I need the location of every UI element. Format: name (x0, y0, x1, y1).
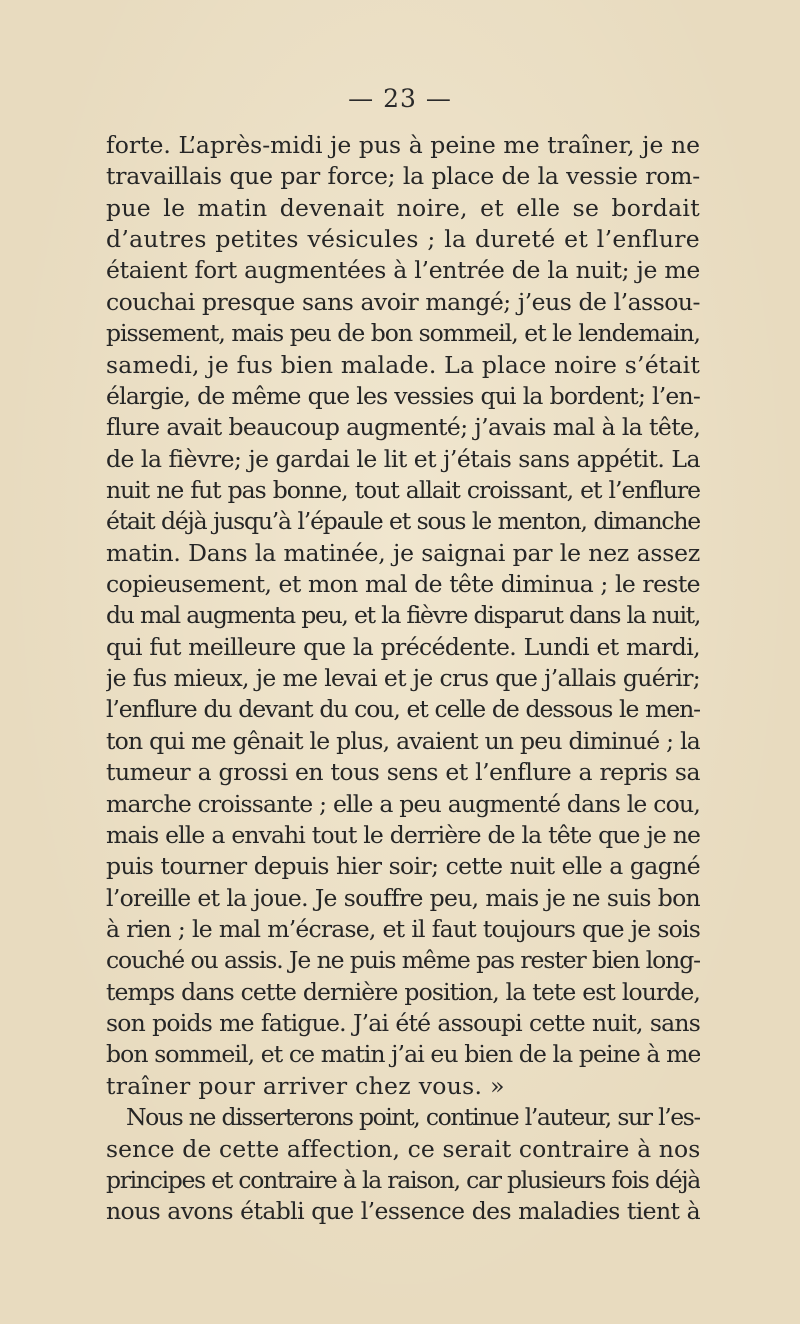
text-line: matin. Dans la matinée, je saignai par le nez assez (106, 538, 700, 567)
text-line: marche croissante ; elle a peu augmenté dans le cou, (106, 789, 700, 818)
text-line: étaient fort augmentées à l’entrée de la nuit; je me (106, 256, 700, 285)
text-line: puis tourner depuis hier soir; cette nuit elle a gagné (106, 852, 700, 881)
text-line: de la fièvre; je gardai le lit et j’étais sans appétit. La (106, 444, 700, 473)
text-line: l’enflure du devant du cou, et celle de dessous le men- (106, 695, 700, 724)
body-text (106, 130, 700, 1228)
text-line: à rien ; le mal m’écrase, et il faut toujours que je sois (106, 914, 700, 943)
text-line: traîner pour arriver chez vous. » (106, 1071, 505, 1100)
text-line: son poids me fatigue. J’ai été assoupi cette nuit, sans (106, 1009, 700, 1038)
text-line: samedi, je fus bien malade. La place noire s’était (106, 350, 700, 379)
text-line: couchai presque sans avoir mangé; j’eus de l’assou- (106, 287, 700, 316)
text-line: copieusement, et mon mal de tête diminua ; le reste (106, 570, 700, 599)
text-line: flure avait beaucoup augmenté; j’avais mal à la tête, (106, 413, 700, 442)
text-line: d’autres petites vésicules ; la dureté et l’enflure (106, 225, 700, 254)
text-line: sence de cette affection, ce serait contraire à nos (106, 1134, 700, 1163)
text-line: forte. L’après-midi je pus à peine me traîner, je ne (106, 131, 700, 159)
text-line: mais elle a envahi tout le derrière de la tête que je ne (106, 820, 700, 849)
text-line: bon sommeil, et ce matin j’ai eu bien de la peine à me (106, 1040, 700, 1069)
text-line: du mal augmenta peu, et la fièvre disparut dans la nuit, (106, 601, 700, 630)
text-line: nous avons établi que l’essence des maladies tient à (106, 1197, 700, 1226)
text-line: ton qui me gênait le plus, avaient un peu diminué ; la (106, 726, 700, 755)
text-line: travaillais que par force; la place de la vessie rom- (106, 162, 700, 191)
text-line: nuit ne fut pas bonne, tout allait croissant, et l’enflure (106, 475, 700, 504)
text-line: Nous ne disserterons point, continue l’auteur, sur l’es- (126, 1103, 700, 1132)
text-line: couché ou assis. Je ne puis même pas rester bien long- (106, 946, 700, 975)
text-line: était déjà jusqu’à l’épaule et sous le menton, dimanche (106, 507, 700, 536)
text-line: tumeur a grossi en tous sens et l’enflure a repris sa (106, 758, 700, 787)
text-line: pue le matin devenait noire, et elle se bordait (106, 193, 700, 222)
text-line: qui fut meilleure que la précédente. Lundi et mardi, (106, 632, 700, 661)
text-line: élargie, de même que les vessies qui la bordent; l’en- (106, 381, 700, 410)
text-line: pissement, mais peu de bon sommeil, et le lendemain, (106, 319, 700, 348)
text-line: principes et contraire à la raison, car plusieurs fois déjà (106, 1165, 700, 1194)
text-line: je fus mieux, je me levai et je crus que j’allais guérir; (106, 664, 700, 693)
text-line: l’oreille et la joue. Je souffre peu, mais je ne suis bon (106, 883, 700, 912)
page-number: — 23 — (348, 84, 452, 113)
text-line: temps dans cette dernière position, la tete est lourde, (106, 977, 700, 1006)
